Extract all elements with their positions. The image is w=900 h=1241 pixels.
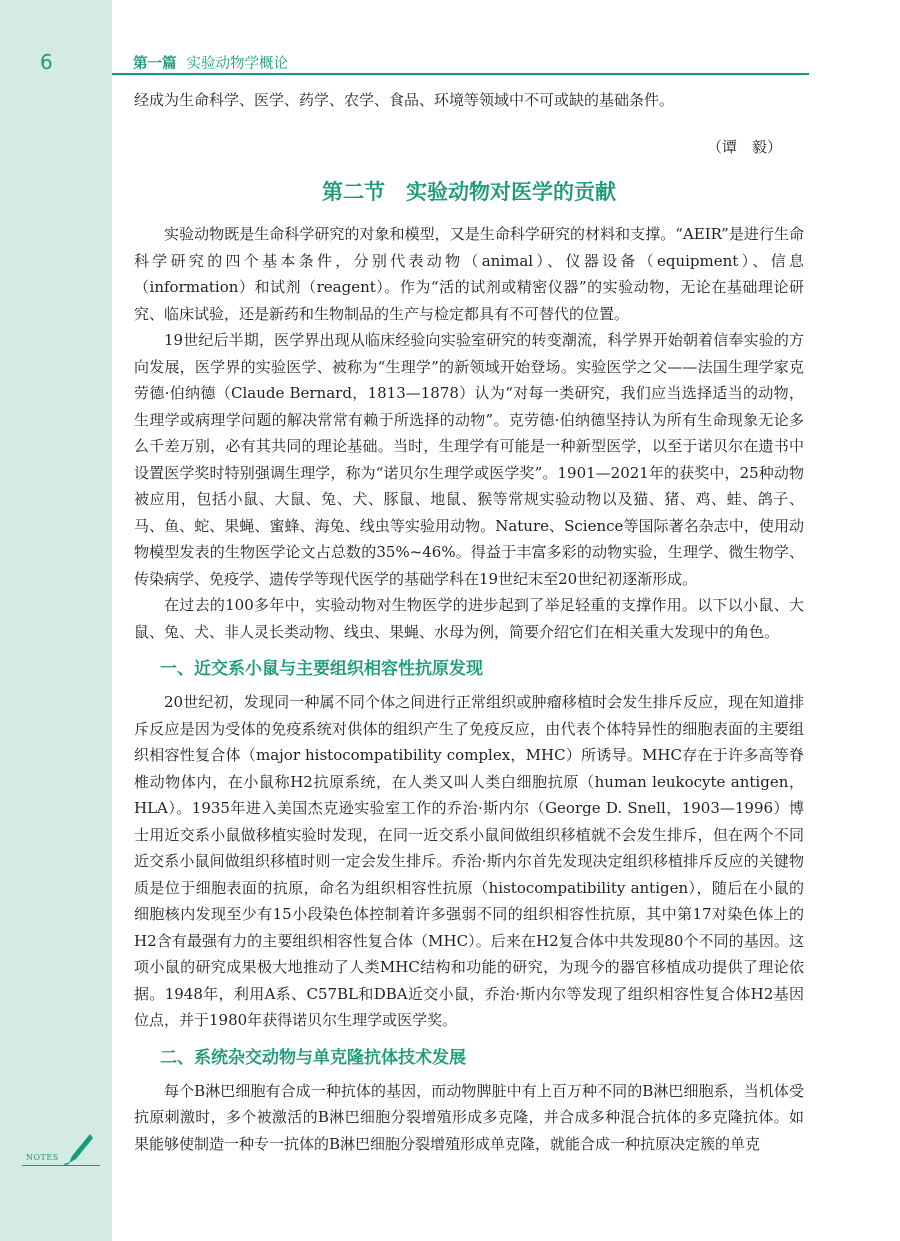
part-title: 实验动物学概论 [186, 56, 288, 72]
header-rule [112, 73, 809, 75]
page-number: 6 [40, 50, 53, 74]
intro-paragraph: 经成为生命科学、医学、药学、农学、食品、环境等领域中不可或缺的基础条件。 [134, 91, 675, 109]
author-signature: （谭 毅） [706, 137, 782, 156]
subsection-title: 一、近交系小鼠与主要组织相容性抗原发现 [160, 659, 483, 679]
running-head [133, 52, 288, 73]
notes-label: NOTES [26, 1153, 59, 1162]
notes-mark [22, 1132, 102, 1172]
subsection-paragraph: 每个B淋巴细胞有合成一种抗体的基因，而动物脾脏中有上百万种不同的B淋巴细胞系，当机体受抗原刺激时，多个被激活的B淋巴细胞分裂增殖形成多克隆，并合成多种混合抗体的多克隆抗体。如果能够使制造一种专一抗体的B淋巴细胞分裂增殖形成单克隆，就能合成一种抗原决定簇的单克 [134, 1081, 804, 1153]
subsection-paragraph: 20世纪初，发现同一种属不同个体之间进行正常组织或肿瘤移植时会发生排斥反应，现在知道排斥反应是因为受体的免疫系统对供体的组织产生了免疫反应，由代表个体特异性的细胞表面的主要组织相容性复合体（major histocompatibility complex，MHC）所诱导。MHC存在于许多高等脊椎动物体内，在小鼠称H2抗原系统，在人类又叫人类白细胞抗原（human leukocyte antigen，HLA）。1935年进入美国杰克逊实验室工作的乔治·斯内尔（George D. Snell，1903—1996）博士用近交系小鼠做移植实验时发现，在同一近交系小鼠间做组织移植就不会发生排斥，但在两个不同近交系小鼠间做组织移植时则一定会发生排斥。乔治·斯内尔首先发现决定组织移植排斥反应的关键物质是位于细胞表面的抗原，命名为组织相容性抗原（histocompatibility antigen），随后在小鼠的细胞核内发现至少有15小段染色体控制着许多强弱不同的组织相容性抗原，其中第17对染色体上的H2含有最强有力的主要组织相容性复合体（MHC）。后来在H2复合体中共发现80个不同的基因。这项小鼠的研究成果极大地推动了人类MHC结构和功能的研究，为现今的器官移植成功提供了理论依据。1948年，利用A系、C57BL和DBA近交小鼠，乔治·斯内尔等发现了组织相容性复合体H2基因位点，并于1980年获得诺贝尔生理学或医学奖。 [134, 693, 804, 1029]
subsection-title: 二、系统杂交动物与单克隆抗体技术发展 [160, 1047, 466, 1068]
notes-margin-strip [0, 0, 112, 1241]
section-paragraph: 实验动物既是生命科学研究的对象和模型，又是生命科学研究的材料和支撑。“AEIR”是进行生命科学研究的四个基本条件，分别代表动物（animal）、仪器设备（equipment）、信息（information）和试剂（reagent）。作为“活的试剂或精密仪器”的实验动物，无论在基础理论研究、临床试验，还是新药和生物制品的生产与检定都具有不可替代的位置。 [134, 225, 804, 323]
page-body [134, 87, 804, 1157]
pen-icon [60, 1132, 94, 1166]
section-paragraph: 在过去的100多年中，实验动物对生物医学的进步起到了举足轻重的支撑作用。以下以小鼠、大鼠、兔、犬、非人灵长类动物、线虫、果蝇、水母为例，简要介绍它们在相关重大发现中的角色。 [134, 596, 804, 641]
section-paragraph: 19世纪后半期，医学界出现从临床经验向实验室研究的转变潮流，科学界开始朝着信奉实验的方向发展，医学界的实验医学、被称为“生理学”的新领域开始登场。实验医学之父——法国生理学家克劳德·伯纳德（Claude Bernard，1813—1878）认为“对每一类研究，我们应当选择适当的动物，生理学或病理学问题的解决常常有赖于所选择的动物”。克劳德·伯纳德坚持认为所有生命现象无论多么千差万别，必有其共同的理论基础。当时，生理学有可能是一种新型医学，以至于诺贝尔在遗书中设置医学奖时特别强调生理学，称为“诺贝尔生理学或医学奖”。1901—2021年的获奖中，25种动物被应用，包括小鼠、大鼠、兔、犬、豚鼠、地鼠、猴等常规实验动物以及猫、猪、鸡、蛙、鸽子、马、鱼、蛇、果蝇、蜜蜂、海兔、线虫等实验用动物。Nature、Science等国际著名杂志中，使用动物模型发表的生物医学论文占总数的35%~46%。得益于丰富多彩的动物实验，生理学、微生物学、传染病学、免疫学、遗传学等现代医学的基础学科在19世纪末至20世纪初逐渐形成。 [134, 331, 804, 588]
section-title: 第二节 实验动物对医学的贡献 [322, 180, 616, 204]
part-label: 第一篇 [133, 56, 177, 72]
